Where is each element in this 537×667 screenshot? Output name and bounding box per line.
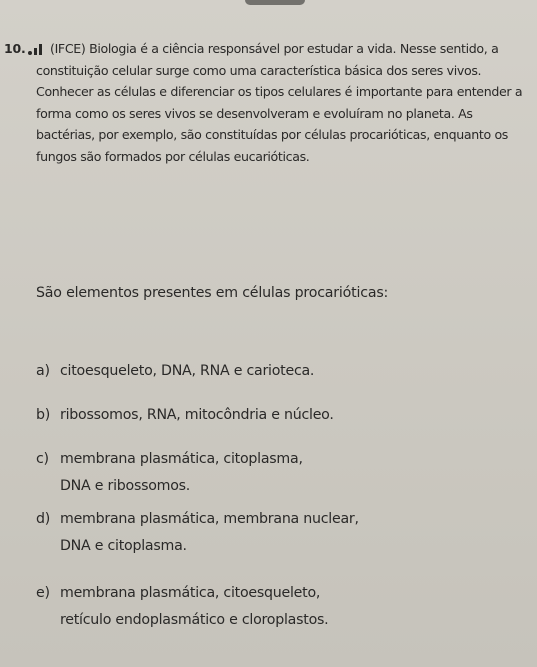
option-text-continued: DNA e ribossomos.: [60, 477, 191, 494]
option-letter: b): [36, 407, 51, 423]
option-letter: a): [36, 363, 50, 379]
option-b[interactable]: [36, 402, 526, 429]
stem-text: Biologia é a ciência responsável por estudar a vida. Nesse sentido, a constituição celular surge como uma característica básica dos seres vivos. Conhecer as células e diferenciar os tipos celulares é importante para entender a forma como os seres vivos se desenvolveram e evoluíram no planeta. As bactérias, por exemplo, são constituídas por células procarióticas, enquanto os fungos são formados por células eucarióticas.: [36, 41, 523, 164]
option-letter: e): [36, 585, 50, 601]
option-d[interactable]: [36, 506, 526, 559]
option-letter: c): [36, 451, 49, 467]
option-c[interactable]: [36, 446, 526, 499]
stem-source: (IFCE): [50, 41, 86, 56]
question-stem: [36, 38, 526, 168]
option-a[interactable]: [36, 358, 526, 385]
option-e[interactable]: [36, 580, 526, 633]
option-text-continued: DNA e citoplasma.: [60, 537, 187, 554]
option-letter: d): [36, 511, 51, 527]
option-text: citoesqueleto, DNA, RNA e carioteca.: [60, 363, 315, 379]
question-prompt: São elementos presentes em células procarióticas:: [36, 285, 389, 301]
option-text: membrana plasmática, citoesqueleto,: [60, 585, 321, 601]
option-text: membrana plasmática, citoplasma,: [60, 451, 303, 467]
option-text-continued: retículo endoplasmático e cloroplastos.: [60, 611, 329, 628]
ink-smudge: [245, 0, 305, 5]
option-text: membrana plasmática, membrana nuclear,: [60, 511, 359, 527]
question-number: 10.: [4, 41, 26, 56]
option-text: ribossomos, RNA, mitocôndria e núcleo.: [60, 407, 334, 423]
